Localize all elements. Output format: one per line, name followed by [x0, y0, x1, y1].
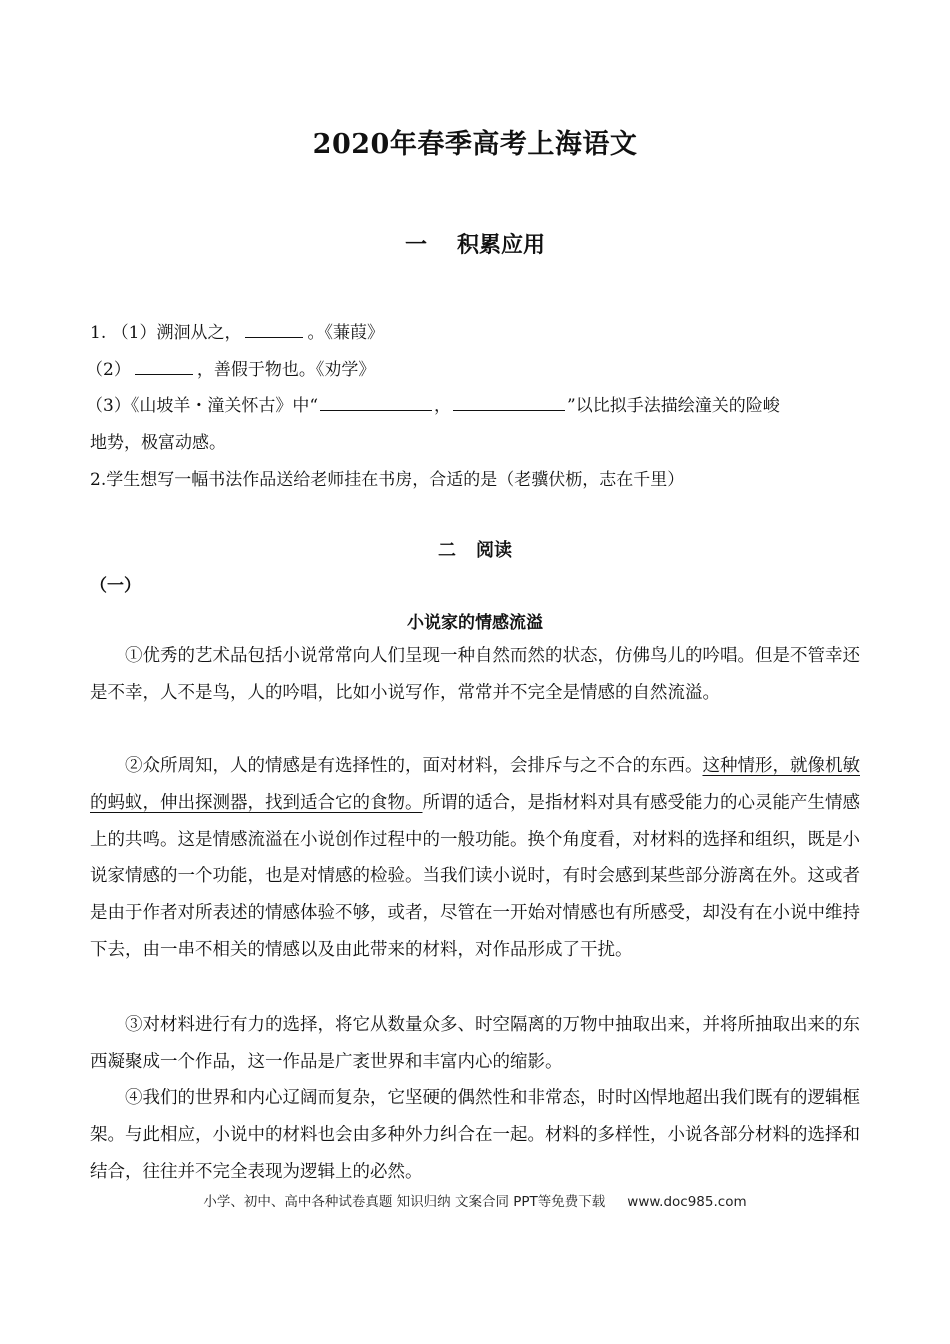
- question-text: （3）《山坡羊・潼关怀古》中“: [86, 396, 319, 416]
- article-title: 小说家的情感流溢: [407, 613, 543, 633]
- question-2: 2.学生想写一幅书法作品送给老师挂在书房，合适的是（老骥伏枥，志在千里）: [90, 470, 685, 490]
- answer-blank: [245, 323, 303, 338]
- question-text: ”以比拟手法描绘潼关的险峻: [567, 396, 780, 416]
- question-1-line-4: 地势，极富动感。: [90, 433, 226, 453]
- paragraph-1: ①优秀的艺术品包括小说常常向人们呈现一种自然而然的状态，仿佛鸟儿的吟唱。但是不管幸还是不幸，人不是鸟，人的吟唱，比如小说写作，常常并不完全是情感的自然流溢。: [90, 646, 860, 703]
- paragraph-2: [90, 748, 860, 969]
- question-text: 。《蒹葭》: [307, 323, 384, 343]
- answer-blank: [135, 360, 193, 375]
- paragraph-4: ④我们的世界和内心辽阔而复杂，它坚硬的偶然性和非常态，时时凶悍地超出我们既有的逻辑框架。与此相应，小说中的材料也会由多种外力纠合在一起。材料的多样性，小说各部分材料的选择和结合，往往并不完全表现为逻辑上的必然。: [90, 1088, 860, 1182]
- subsection-label: （一）: [90, 576, 141, 596]
- answer-blank: [453, 396, 565, 411]
- footer-link[interactable]: www.doc985.com: [627, 1194, 747, 1210]
- question-1-line-2: [86, 355, 375, 380]
- question-text: 1. （1）溯洄从之，: [90, 323, 242, 343]
- answer-blank: [320, 396, 432, 411]
- page-title: 2020年春季高考上海语文: [312, 129, 638, 160]
- question-text: ，: [434, 396, 452, 416]
- question-1-line-3: [86, 391, 780, 416]
- section-name: 阅读: [476, 540, 512, 561]
- section-heading-2: [0, 536, 950, 562]
- section-heading-1: [0, 228, 950, 259]
- question-text: ，善假于物也。《劝学》: [196, 360, 376, 380]
- section-name: 积累应用: [457, 232, 546, 258]
- page-footer: [0, 1190, 950, 1210]
- paragraph-3: ③对材料进行有力的选择，将它从数量众多、时空隔离的万物中抽取出来，并将所抽取出来的东西凝聚成一个作品，这一作品是广袤世界和丰富内心的缩影。: [90, 1015, 860, 1072]
- paragraph-text: 所谓的适合，是指材料对具有感受能力的心灵能产生情感上的共鸣。这是情感流溢在小说创作过程中的一般功能。换个角度看，对材料的选择和组织，既是小说家情感的一个功能，也是对情感的检验。当我们读小说时，有时会感到某些部分游离在外。这或者是由于作者对所表述的情感体验不够，或者，尽管在一开始对情感也有所感受，却没有在小说中维持下去，由一串不相关的情感以及由此带来的材料，对作品形成了干扰。: [90, 792, 860, 960]
- question-1-line-1: [90, 318, 384, 343]
- question-text: （2）: [86, 360, 131, 380]
- section-number: 二: [438, 540, 456, 561]
- underlined-sentence: 这种情形，就像机敏的蚂蚁，伸出探测器，找到适合它的食物。: [90, 756, 860, 813]
- footer-text: 小学、初中、高中各种试卷真题 知识归纳 文案合同 PPT等免费下载: [203, 1194, 606, 1210]
- section-number: 一: [404, 232, 427, 258]
- paragraph-text: ②众所周知，人的情感是有选择性的，面对材料，会排斥与之不合的东西。: [125, 756, 703, 776]
